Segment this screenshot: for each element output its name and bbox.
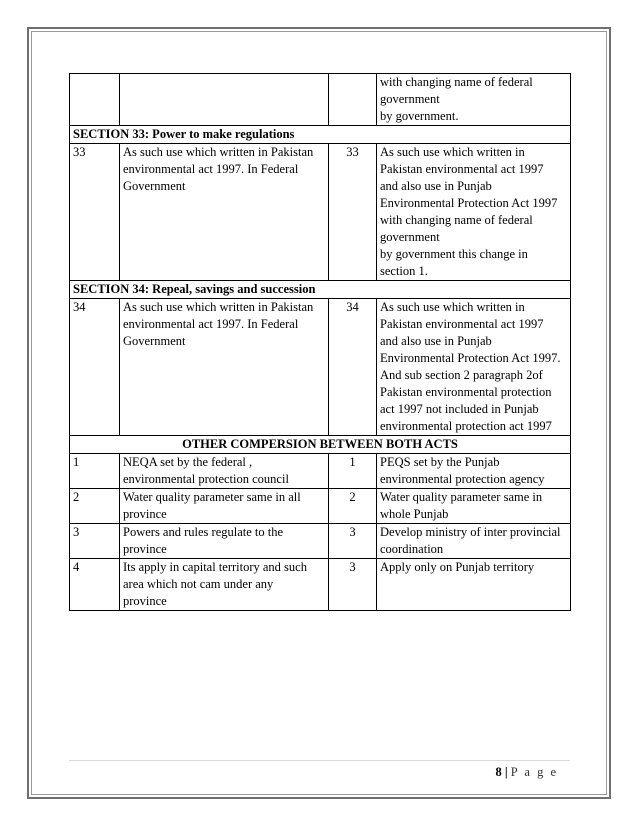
table-cell [70,74,120,126]
section-34-header: SECTION 34: Repeal, savings and succession [70,281,571,299]
table-row [70,559,571,611]
table-cell: As such use which written in Pakistan environmental act 1997. In Federal Government [120,299,329,436]
footer-separator: | [504,765,508,779]
table-cell: 1 [70,454,120,489]
table-cell: 4 [70,559,120,611]
table-cell: 33 [70,144,120,281]
table-cell: 3 [329,524,377,559]
table-cell: Develop ministry of inter provincial coordination [377,524,571,559]
section-33-header: SECTION 33: Power to make regulations [70,126,571,144]
table-row [70,74,571,126]
table-cell: 3 [70,524,120,559]
footer-divider [69,760,570,761]
table-row [70,299,571,436]
table-cell: 33 [329,144,377,281]
table-cell: As such use which written in Pakistan environmental act 1997. In Federal Government [120,144,329,281]
comparison-table [69,73,571,611]
table-cell: 34 [329,299,377,436]
table-cell: PEQS set by the Punjab environmental protection agency [377,454,571,489]
table-row [70,454,571,489]
page-label: P a g e [510,765,558,779]
table-cell [120,74,329,126]
table-cell: Its apply in capital territory and such area which not cam under any province [120,559,329,611]
table-row [70,144,571,281]
table-cell: As such use which written in Pakistan environmental act 1997 and also use in Punjab Environmental Protection Act 1997. And sub section 2 paragraph 2of Pakistan environmental protection act 1997 not included in Punjab environmental protection act 1997 [377,299,571,436]
section-header-row [70,126,571,144]
table-cell: 2 [70,489,120,524]
table-cell: 34 [70,299,120,436]
page-number: 8 [495,765,502,779]
comparison-heading-row [70,436,571,454]
table-cell: 1 [329,454,377,489]
table-cell: As such use which written in Pakistan environmental act 1997 and also use in Punjab Environmental Protection Act 1997 with changing name of federal government by government this change in section 1. [377,144,571,281]
table-cell: NEQA set by the federal , environmental protection council [120,454,329,489]
section-header-row [70,281,571,299]
table-cell: Apply only on Punjab territory [377,559,571,611]
page-footer [496,764,558,781]
table-row [70,489,571,524]
comparison-heading: OTHER COMPERSION BETWEEN BOTH ACTS [70,436,571,454]
table-cell: 3 [329,559,377,611]
table-row [70,524,571,559]
table-cell: Water quality parameter same in all province [120,489,329,524]
table-cell: 2 [329,489,377,524]
table-cell: Powers and rules regulate to the province [120,524,329,559]
table-cell: with changing name of federal government by government. [377,74,571,126]
table-cell [329,74,377,126]
table-cell: Water quality parameter same in whole Punjab [377,489,571,524]
